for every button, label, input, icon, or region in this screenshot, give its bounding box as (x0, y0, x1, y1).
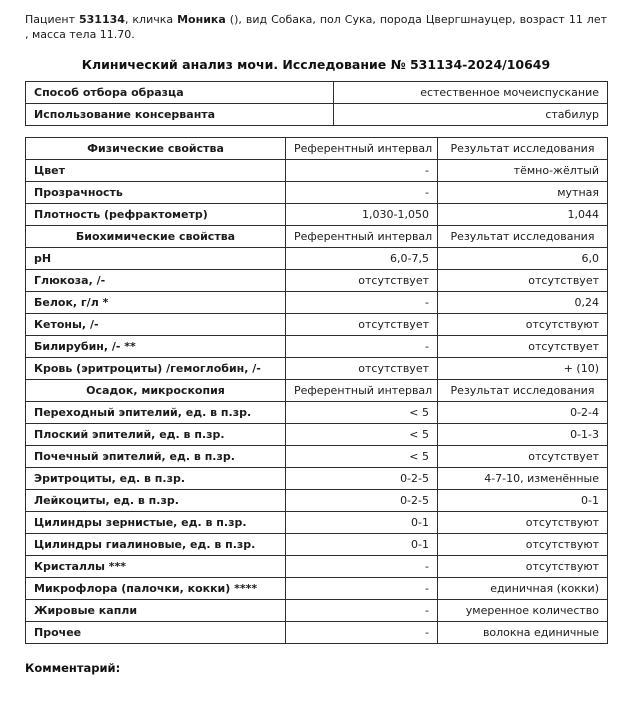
result-row (26, 402, 608, 424)
parameter-name-cell: Плотность (рефрактометр) (26, 204, 286, 226)
reference-interval-cell: 0-2-5 (286, 468, 438, 490)
result-value-cell: отсутствует (438, 446, 608, 468)
result-row (26, 424, 608, 446)
result-row (26, 204, 608, 226)
pet-name: Моника (177, 13, 226, 26)
result-header-cell: Результат исследования (438, 226, 608, 248)
reference-interval-cell: отсутствует (286, 270, 438, 292)
page-title: Клинический анализ мочи. Исследование № 531134-2024/10649 (81, 57, 551, 72)
result-row (26, 446, 608, 468)
result-value-cell: 1,044 (438, 204, 608, 226)
sample-row (26, 82, 608, 104)
result-value-cell: отсутствуют (438, 556, 608, 578)
reference-interval-cell: 0-1 (286, 512, 438, 534)
result-value-cell: отсутствуют (438, 534, 608, 556)
reference-interval-cell: < 5 (286, 424, 438, 446)
reference-interval-cell: < 5 (286, 402, 438, 424)
reference-interval-cell: - (286, 578, 438, 600)
reference-interval-cell: - (286, 160, 438, 182)
parameter-name-cell: Жировые капли (26, 600, 286, 622)
reference-interval-cell: 0-1 (286, 534, 438, 556)
patient-info-text: , кличка (124, 13, 178, 26)
result-header-cell: Результат исследования (438, 138, 608, 160)
reference-interval-cell: - (286, 622, 438, 644)
section-title-cell: Физические свойства (26, 138, 286, 160)
result-header-cell: Результат исследования (438, 380, 608, 402)
result-row (26, 314, 608, 336)
reference-interval-header-cell: Референтный интервал (286, 138, 438, 160)
results-table (25, 137, 608, 644)
result-value-cell: 0-1 (438, 490, 608, 512)
section-header-row (26, 138, 608, 160)
result-value-cell: 4-7-10, изменённые (438, 468, 608, 490)
parameter-name-cell: Цвет (26, 160, 286, 182)
parameter-name-cell: Прочее (26, 622, 286, 644)
parameter-name-cell: Кровь (эритроциты) /гемоглобин, /- (26, 358, 286, 380)
parameter-name-cell: Прозрачность (26, 182, 286, 204)
reference-interval-cell: 6,0-7,5 (286, 248, 438, 270)
parameter-name-cell: Глюкоза, /- (26, 270, 286, 292)
parameter-name-cell: Кристаллы *** (26, 556, 286, 578)
result-value-cell: мутная (438, 182, 608, 204)
sample-info-table (25, 81, 608, 126)
section-title-cell: Осадок, микроскопия (26, 380, 286, 402)
sample-value-cell: стабилур (334, 104, 608, 126)
result-value-cell: умеренное количество (438, 600, 608, 622)
parameter-name-cell: Микрофлора (палочки, кокки) **** (26, 578, 286, 600)
reference-interval-cell: - (286, 292, 438, 314)
result-row (26, 270, 608, 292)
reference-interval-header-cell: Референтный интервал (286, 226, 438, 248)
result-row (26, 182, 608, 204)
result-row (26, 556, 608, 578)
result-row (26, 512, 608, 534)
result-value-cell: отсутствуют (438, 512, 608, 534)
sample-value-cell: естественное мочеиспускание (334, 82, 608, 104)
parameter-name-cell: Белок, г/л * (26, 292, 286, 314)
result-value-cell: тёмно-жёлтый (438, 160, 608, 182)
patient-id: 531134 (79, 13, 125, 26)
reference-interval-cell: - (286, 600, 438, 622)
reference-interval-header-cell: Референтный интервал (286, 380, 438, 402)
result-row (26, 468, 608, 490)
result-row (26, 336, 608, 358)
sample-param-cell: Способ отбора образца (26, 82, 334, 104)
section-header-row (26, 380, 608, 402)
result-row (26, 490, 608, 512)
patient-details-text: (), вид Собака, пол Сука, порода Цвергшнауцер, возраст 11 лет , масса тела 11.70. (25, 13, 607, 41)
result-row (26, 160, 608, 182)
result-row (26, 622, 608, 644)
sample-row (26, 104, 608, 126)
result-value-cell: отсутствует (438, 336, 608, 358)
section-header-row (26, 226, 608, 248)
parameter-name-cell: pH (26, 248, 286, 270)
result-value-cell: 6,0 (438, 248, 608, 270)
comment-label: Комментарий: (25, 661, 121, 675)
result-value-cell: 0-2-4 (438, 402, 608, 424)
sample-param-cell: Использование консерванта (26, 104, 334, 126)
section-title-cell: Биохимические свойства (26, 226, 286, 248)
results-table-body (26, 138, 608, 644)
result-value-cell: отсутствуют (438, 314, 608, 336)
reference-interval-cell: - (286, 556, 438, 578)
parameter-name-cell: Эритроциты, ед. в п.зр. (26, 468, 286, 490)
result-value-cell: волокна единичные (438, 622, 608, 644)
reference-interval-cell: < 5 (286, 446, 438, 468)
result-row (26, 292, 608, 314)
parameter-name-cell: Почечный эпителий, ед. в п.зр. (26, 446, 286, 468)
result-value-cell: единичная (кокки) (438, 578, 608, 600)
reference-interval-cell: - (286, 182, 438, 204)
parameter-name-cell: Цилиндры гиалиновые, ед. в п.зр. (26, 534, 286, 556)
result-row (26, 578, 608, 600)
reference-interval-cell: отсутствует (286, 358, 438, 380)
result-row (26, 534, 608, 556)
result-value-cell: + (10) (438, 358, 608, 380)
result-value-cell: 0-1-3 (438, 424, 608, 446)
reference-interval-cell: 0-2-5 (286, 490, 438, 512)
patient-info (25, 12, 607, 42)
result-value-cell: 0,24 (438, 292, 608, 314)
sample-table-body (26, 82, 608, 126)
parameter-name-cell: Цилиндры зернистые, ед. в п.зр. (26, 512, 286, 534)
reference-interval-cell: 1,030-1,050 (286, 204, 438, 226)
parameter-name-cell: Переходный эпителий, ед. в п.зр. (26, 402, 286, 424)
result-row (26, 358, 608, 380)
patient-label: Пациент (25, 13, 79, 26)
parameter-name-cell: Кетоны, /- (26, 314, 286, 336)
reference-interval-cell: отсутствует (286, 314, 438, 336)
parameter-name-cell: Лейкоциты, ед. в п.зр. (26, 490, 286, 512)
reference-interval-cell: - (286, 336, 438, 358)
parameter-name-cell: Билирубин, /- ** (26, 336, 286, 358)
result-value-cell: отсутствует (438, 270, 608, 292)
result-row (26, 600, 608, 622)
parameter-name-cell: Плоский эпителий, ед. в п.зр. (26, 424, 286, 446)
result-row (26, 248, 608, 270)
